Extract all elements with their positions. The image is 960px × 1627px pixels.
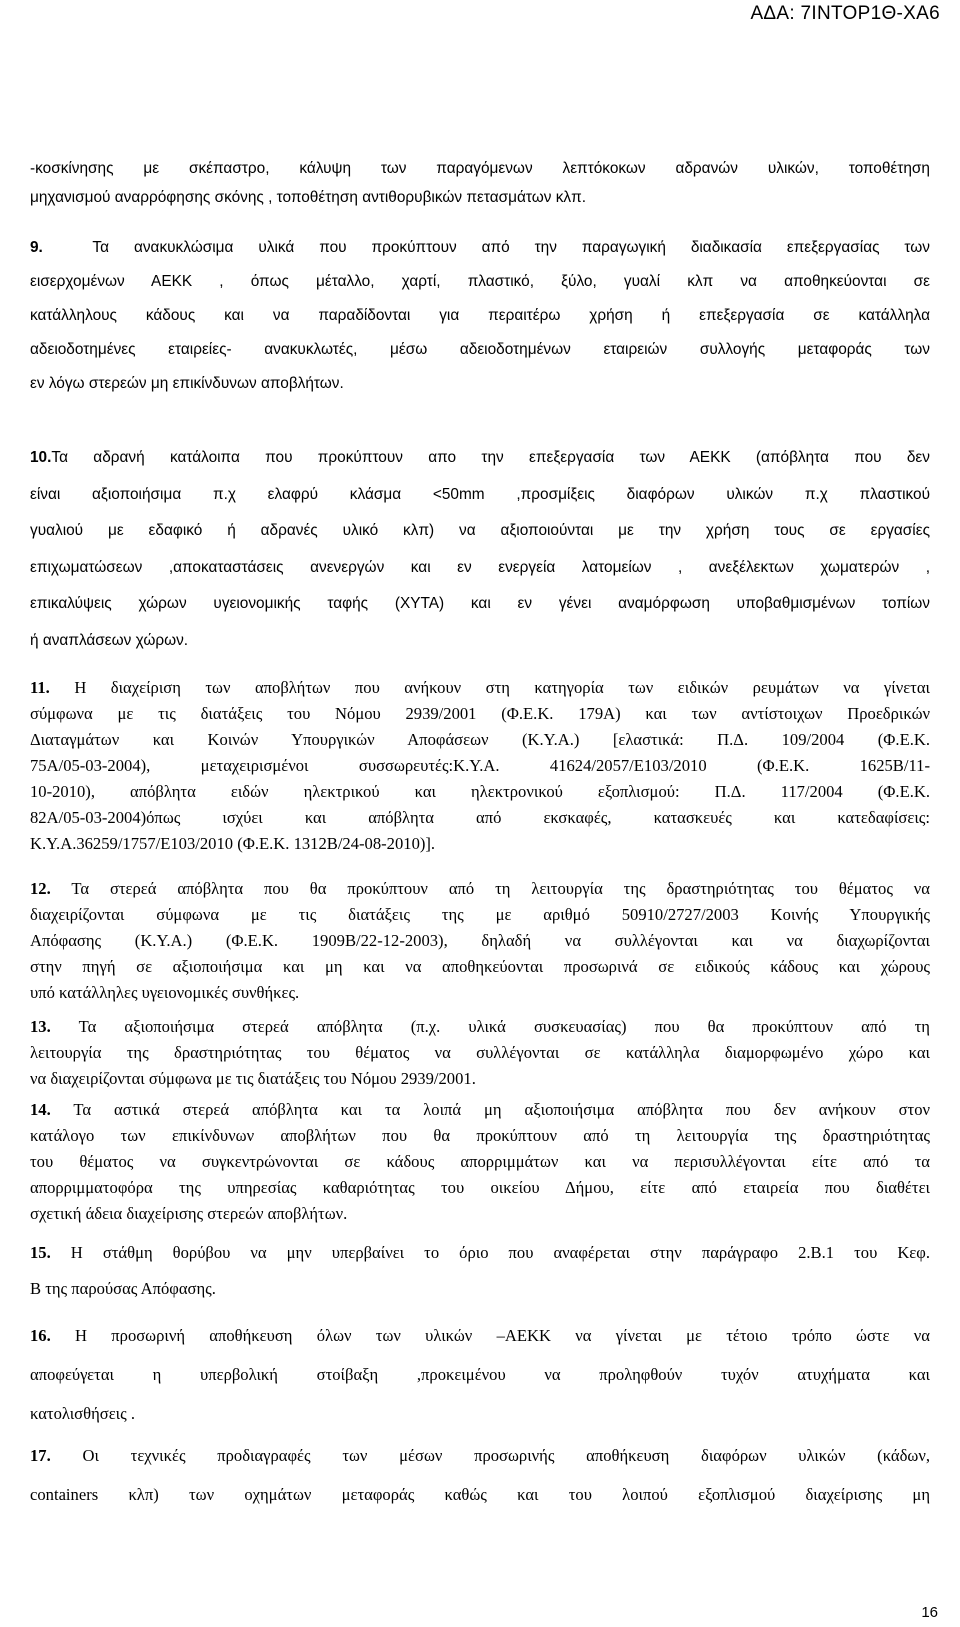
- text-line: σχετική άδεια διαχείρισης στερεών αποβλήτων.: [30, 1204, 348, 1223]
- text-line: εν λόγω στερεών μη επικίνδυνων αποβλήτων.: [30, 375, 344, 392]
- paragraph-number: 10.: [30, 449, 52, 466]
- text-line: 12. Τα στερεά απόβλητα που θα προκύπτουν από τη λειτουργία της δραστηριότητας του θέματος να: [30, 879, 930, 898]
- text-line: Διαταγμάτων και Κοινών Υπουργικών Αποφάσεων (Κ.Υ.Α.) [ελαστικά: Π.Δ. 109/2004 (Φ.Ε.Κ.: [30, 730, 930, 749]
- text-line: να διαχειρίζονται σύμφωνα με τις διατάξεις του Νόμου 2939/2001.: [30, 1069, 476, 1088]
- text-line: Κ.Υ.Α.36259/1757/Ε103/2010 (Φ.Ε.Κ. 1312Β/24-08-2010)].: [30, 834, 436, 853]
- text-line: γυαλιού με εδαφικό ή αδρανές υλικό κλπ) να αξιοποιούνται με την χρήση τους σε εργασίες: [30, 522, 930, 539]
- text-line: επιχωματώσεων ,αποκαταστάσεις ανενεργών και εν ενεργεία λατομείων , ανεξέλεκτων χωματερών ,: [30, 558, 930, 576]
- paragraph-10: [30, 440, 930, 659]
- text-line: 10-2010), απόβλητα ειδών ηλεκτρικού και ηλεκτρονικού εξοπλισμού: Π.Δ. 117/2004 (Φ.Ε.Κ.: [30, 782, 930, 801]
- text-line: εισερχομένων ΑΕΚΚ , όπως μέταλλο, χαρτί, πλαστικό, ξύλο, γυαλί κλπ να αποθηκεύονται σε: [30, 273, 930, 290]
- text-line: αδειοδοτημένες εταιρείες- ανακυκλωτές, μέσω αδειοδοτημένων εταιρειών συλλογής μεταφοράς των: [30, 341, 930, 358]
- paragraph-17: [30, 1436, 930, 1514]
- text-line: 13. Τα αξιοποιήσιμα στερεά απόβλητα (π.χ. υλικά συσκευασίας) που θα προκύπτουν από τη: [30, 1017, 930, 1036]
- paragraph-14: [30, 1097, 930, 1227]
- text-line: λειτουργία της δραστηριότητας του θέματος να συλλέγονται σε κατάλληλα διαμορφωμένο χώρο και: [30, 1043, 930, 1062]
- text-line: στην πηγή σε αξιοποιήσιμα και μη και να αποθηκεύονται προσωρινά σε ειδικούς κάδους και χώρους: [30, 957, 930, 976]
- paragraph-15: [30, 1235, 930, 1307]
- paragraph-number: 16.: [30, 1326, 51, 1345]
- text-line: 11. Η διαχείριση των αποβλήτων που ανήκουν στη κατηγορία των ειδικών ρευμάτων να γίνεται: [30, 678, 931, 697]
- text-line: διαχειρίζονται σύμφωνα με τις διατάξεις της με αριθμό 50910/2727/2003 Κοινής Υπουργικής: [30, 905, 930, 924]
- paragraph-11: [30, 675, 930, 857]
- paragraph-number: 12.: [30, 879, 51, 898]
- paragraph-number: 13.: [30, 1017, 51, 1036]
- page-number: 16: [921, 1604, 938, 1621]
- text-line: 9. Τα ανακυκλώσιμα υλικά που προκύπτουν από την παραγωγική διαδικασία επεξεργασίας των: [30, 239, 930, 256]
- text-line: επικαλύψεις χώρων υγειονομικής ταφής (ΧΥΤΑ) και εν γένει αναμόρφωση υποβαθμισμένων τοπίων: [30, 595, 930, 612]
- text-line: κατάλληλους κάδους και να παραδίδονται για περαιτέρω χρήση ή επεξεργασία σε κατάλληλα: [30, 307, 930, 324]
- text-line: κατάλογο των επικίνδυνων αποβλήτων που θα προκύπτουν από τη λειτουργία της δραστηριότητας: [30, 1126, 930, 1145]
- text-line: 15. Η στάθμη θορύβου να μην υπερβαίνει το όριο που αναφέρεται στην παράγραφο 2.Β.1 του Κεφ.: [30, 1243, 930, 1262]
- text-line: Β της παρούσας Απόφασης.: [30, 1279, 216, 1298]
- text-line: κατολισθήσεις .: [30, 1404, 135, 1423]
- paragraph-16: [30, 1316, 930, 1433]
- text-line: ή αναπλάσεων χώρων.: [30, 631, 189, 649]
- text-line: 10.Τα αδρανή κατάλοιπα που προκύπτουν απο την επεξεργασία των ΑΕΚΚ (απόβλητα που δεν: [30, 449, 930, 466]
- text-line: 17. Οι τεχνικές προδιαγραφές των μέσων προσωρινής αποθήκευση διαφόρων υλικών (κάδων,: [30, 1446, 930, 1465]
- paragraph-12: [30, 876, 930, 1006]
- text-line: 14. Τα αστικά στερεά απόβλητα και τα λοιπά μη αξιοποιήσιμα απόβλητα που δεν ανήκουν στον: [30, 1100, 930, 1119]
- paragraph-number: 15.: [30, 1243, 51, 1262]
- text-line: 16. Η προσωρινή αποθήκευση όλων των υλικών –ΑΕΚΚ να γίνεται με τέτοιο τρόπο ώστε να: [30, 1326, 930, 1345]
- paragraph-number: 9.: [30, 239, 43, 256]
- text-line: είναι αξιοποιήσιμα π.χ ελαφρύ κλάσμα <50mm ,προσμίξεις διαφόρων υλικών π.χ πλαστικού: [30, 485, 930, 503]
- paragraph-number: 14.: [30, 1100, 51, 1119]
- paragraph-number: 11.: [30, 678, 50, 697]
- page-header-code: ΑΔΑ: 7ΙΝΤΟΡ1Θ-ΧΑ6: [750, 3, 940, 24]
- text-line: υπό κατάλληλες υγειονομικές συνθήκες.: [30, 983, 300, 1002]
- text-line: απορριμματοφόρα της υπηρεσίας καθαριότητας του οικείου Δήμου, είτε από εταιρεία που διαθέτει: [30, 1178, 930, 1197]
- paragraph-number: 17.: [30, 1446, 51, 1465]
- text-line: του θέματος να συγκεντρώνονται σε κάδους απορριμμάτων και να περισυλλέγονται είτε από τα: [30, 1152, 930, 1171]
- text-line: αποφεύγεται η υπερβολική στοίβαξη ,προκειμένου να προληφθούν τυχόν ατυχήματα και: [30, 1365, 930, 1384]
- text-line: σύμφωνα με τις διατάξεις του Νόμου 2939/2001 (Φ.Ε.Κ. 179Α) και των αντίστοιχων Προεδρικών: [30, 704, 930, 723]
- paragraph-8-continuation: [30, 154, 930, 212]
- paragraph-13: [30, 1014, 930, 1092]
- text-line: -κοσκίνησης με σκέπαστρο, κάλυψη των παραγόμενων λεπτόκοκων αδρανών υλικών, τοποθέτηση: [30, 160, 930, 177]
- text-line: 75Α/05-03-2004), μεταχειρισμένοι συσσωρευτές:Κ.Υ.Α. 41624/2057/Ε103/2010 (Φ.Ε.Κ. 1625Β/11-: [30, 756, 930, 775]
- text-line: 82Α/05-03-2004)όπως ισχύει και απόβλητα από εκσκαφές, κατασκευές και κατεδαφίσεις:: [30, 808, 930, 827]
- paragraph-9: [30, 231, 930, 401]
- text-line: μηχανισμού αναρρόφησης σκόνης , τοποθέτηση αντιθορυβικών πετασμάτων κλπ.: [30, 189, 586, 206]
- text-line: containers κλπ) των οχημάτων μεταφοράς καθώς και του λοιπού εξοπλισμού διαχείρισης μη: [30, 1485, 930, 1504]
- text-line: Απόφασης (Κ.Υ.Α.) (Φ.Ε.Κ. 1909Β/22-12-2003), δηλαδή να συλλέγονται και να διαχωρίζονται: [30, 931, 930, 950]
